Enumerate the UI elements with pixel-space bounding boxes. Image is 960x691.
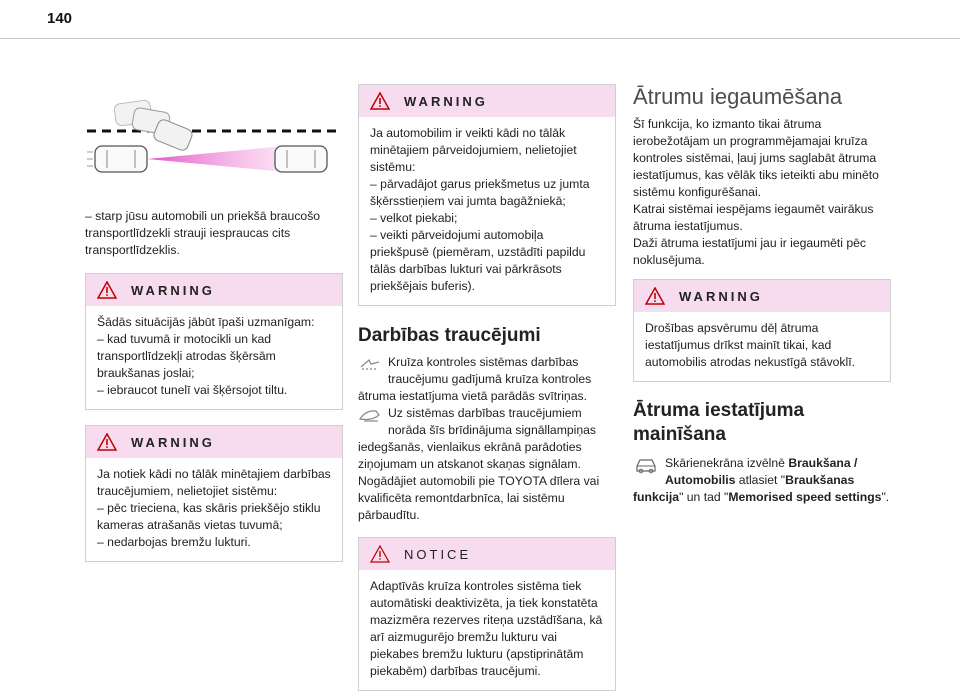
warning-triangle-icon — [370, 92, 390, 110]
warning-header — [86, 274, 342, 306]
warning-triangle-icon — [645, 287, 665, 305]
warning-line: – kad tuvumā ir motocikli un kad transportlīdzekļi atrodas šķērsām braukšanas joslai; — [97, 332, 276, 380]
car-touchscreen-icon — [633, 457, 659, 475]
instr-bold: Braukšana / Automobilis — [665, 456, 858, 487]
warning-box-4 — [633, 279, 891, 382]
warning-header — [86, 426, 342, 458]
instr-text: atlasiet " — [735, 473, 786, 487]
warning-label: WARNING — [131, 282, 215, 298]
warning-box-3 — [358, 84, 616, 306]
column-3 — [633, 84, 891, 506]
warning-line: – pārvadājot garus priekšmetus uz jumta šķērsstieņiem vai jumta bagāžniekā; — [370, 177, 590, 208]
paragraph: Šī funkcija, ko izmanto tikai ātruma ierobežotājam un programmējamajai kruīza kontroles sistēmai, ļauj jums saglabāt ātruma iestatījumus, kas vēlāk tiks ieteikti abu minēto sistēmu konfigurēšanai. — [633, 117, 879, 199]
warning-header — [634, 280, 890, 312]
warning-triangle-icon — [97, 281, 117, 299]
malfunction-text — [358, 354, 616, 524]
paragraph: Daži ātruma iestatījumi jau ir iegaumēti pēc noklusējuma. — [633, 236, 867, 267]
car-lane-change-illustration — [85, 94, 343, 194]
intro-text: – starp jūsu automobili un priekšā braucošo transportlīdzekli strauji iespraucas cits transportlīdzeklis. — [85, 209, 321, 257]
paragraph: Uz sistēmas darbības traucējumiem norāda šīs brīdinājuma signāllampiņas iedegšanās, vienlaikus ekrānā parādoties ziņojumam un atskanot skaņas signālam. — [358, 406, 596, 471]
section-heading: Darbības traucējumi — [358, 325, 541, 346]
instr-bold: Braukšanas funkcija — [633, 473, 855, 504]
top-rule — [0, 38, 960, 39]
instr-text: " un tad " — [679, 490, 729, 504]
warning-lamp-icon — [358, 407, 382, 423]
column-1 — [85, 80, 343, 562]
warning-line: Ja automobilim ir veikti kādi no tālāk minētajiem pārveidojumiem, nelietojiet sistēmu: — [370, 126, 577, 174]
warning-line: – iebraucot tunelī vai šķērsojot tiltu. — [97, 383, 288, 397]
warning-label: WARNING — [404, 93, 488, 109]
warning-label: WARNING — [679, 288, 763, 304]
paragraph: Kruīza kontroles sistēmas darbības traucējumu gadījumā kruīza kontroles ātruma iestatījuma vietā parādās svītriņas. — [358, 355, 592, 403]
instruction-text — [633, 455, 891, 506]
instr-text: ". — [881, 490, 890, 504]
notice-text: Adaptīvās kruīza kontroles sistēma tiek automātiski deaktivizēta, ja tiek konstatēta mazizmēra rezerves riteņa uzstādīšana, kā arī aizmugurējo bremžu lukturu vai piekabes bremžu lukturu (apstiprinātām piekabēm) darbības traucējumi. — [370, 579, 603, 678]
warning-line: Šādās situācijās jābūt īpaši uzmanīgam: — [97, 315, 315, 329]
warning-line: – nedarbojas bremžu lukturi. — [97, 535, 251, 549]
instr-bold: Memorised speed settings — [728, 490, 882, 504]
warning-box-2 — [85, 425, 343, 562]
notice-box — [358, 537, 616, 691]
column-2 — [358, 84, 616, 691]
notice-triangle-icon — [370, 545, 390, 563]
notice-label: NOTICE — [404, 546, 472, 562]
notice-header — [359, 538, 615, 570]
warning-line: – pēc trieciena, kas skāris priekšējo stiklu kameras atrašanās vietas tuvumā; — [97, 501, 321, 532]
section-heading: Ātruma iestatījuma mainīšana — [633, 400, 805, 445]
warning-label: WARNING — [131, 434, 215, 450]
paragraph: Nogādājiet automobili pie TOYOTA dīlera vai kvalificēta remontdarbnīca, lai sistēmu pārbaudītu. — [358, 474, 600, 522]
warning-line: – velkot piekabi; — [370, 211, 458, 225]
cruise-control-dashes-icon — [358, 356, 382, 372]
warning-line: – veikti pārveidojumi automobiļa priekšpusē (piemēram, uzstādīti papildu tālās darbības lukturi vai pārkrāsots priekšējais buferis). — [370, 228, 586, 293]
page-title: Ātrumu iegaumēšana — [633, 84, 843, 109]
warning-line: Ja notiek kādi no tālāk minētajiem darbības traucējumiem, nelietojiet sistēmu: — [97, 467, 331, 498]
paragraph: Katrai sistēmai iespējams iegaumēt vairākus ātruma iestatījumus. — [633, 202, 874, 233]
warning-text: Drošības apsvērumu dēļ ātruma iestatījumus drīkst mainīt tikai, kad automobilis atrodas nekustīgā stāvoklī. — [645, 321, 856, 369]
page-number: 140 — [47, 10, 73, 27]
warning-box-1 — [85, 273, 343, 410]
instr-text: Skārienekrāna izvēlnē — [665, 456, 789, 470]
warning-triangle-icon — [97, 433, 117, 451]
warning-header — [359, 85, 615, 117]
